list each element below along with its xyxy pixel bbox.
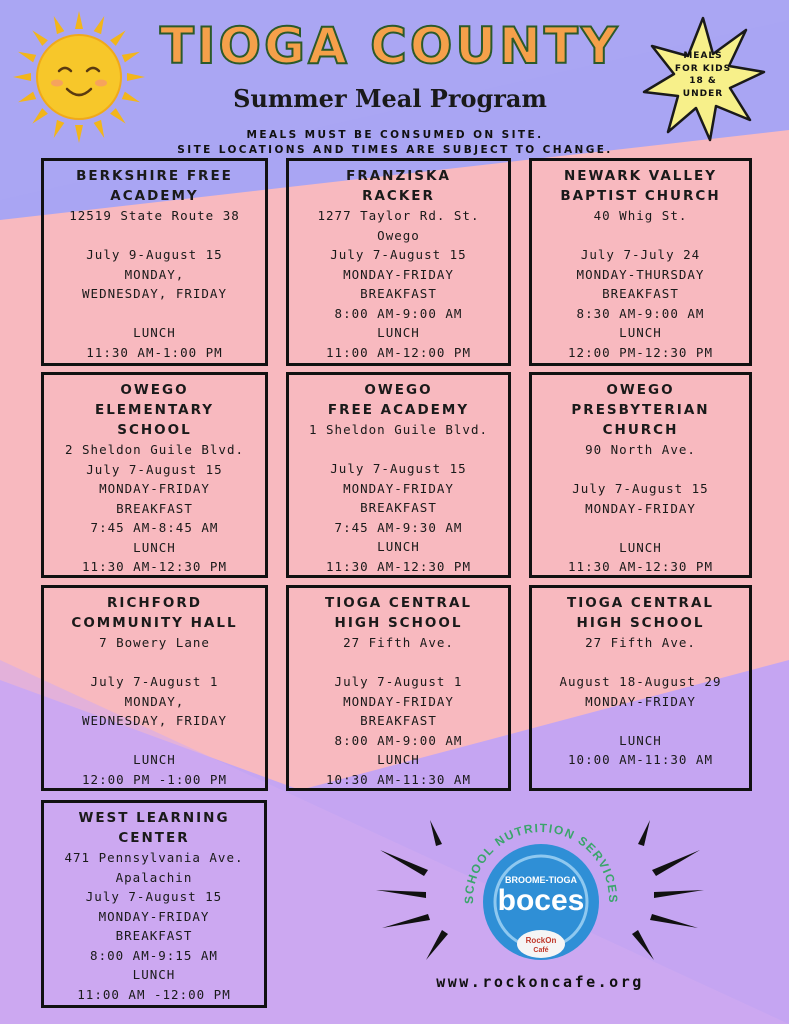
site-card-richford-community-hall: [41, 585, 268, 791]
site-address: 7 Bowery Lane: [99, 635, 210, 650]
site-line: [532, 226, 749, 246]
meal-label: LUNCH: [619, 325, 662, 340]
meal-time: 7:45 AM-8:45 AM: [90, 520, 219, 535]
site-name: FRANZISKA: [346, 168, 451, 184]
site-address: 27 Fifth Ave.: [343, 635, 454, 650]
meal-time: 11:30 AM-12:30 PM: [326, 558, 471, 574]
site-name: ELEMENTARY: [94, 402, 215, 418]
site-line: [44, 731, 265, 751]
site-name: TIOGA CENTRAL: [566, 595, 715, 611]
meal-label: BREAKFAST: [602, 286, 679, 301]
page-title: TIOGA COUNTY: [159, 17, 621, 75]
meal-label: LUNCH: [132, 967, 176, 982]
site-name: HIGH SCHOOL: [576, 615, 705, 631]
site-card-west-learning-center: [41, 800, 267, 1008]
meal-label: LUNCH: [133, 539, 176, 555]
site-name: CHURCH: [602, 422, 679, 438]
meal-label: BREAKFAST: [360, 286, 437, 301]
site-address: Owego: [377, 227, 420, 243]
site-dates: July 7-August 15: [330, 247, 467, 262]
site-line: [532, 711, 749, 731]
site-name: ACADEMY: [110, 188, 199, 204]
site-address: 12519 State Route 38: [69, 208, 240, 223]
notice-line: MEALS MUST BE CONSUMED ON SITE.: [246, 129, 544, 141]
site-line: [532, 518, 749, 538]
meal-time: 11:30 AM-12:30 PM: [568, 559, 713, 574]
meal-label: LUNCH: [377, 752, 420, 767]
site-dates: July 7-August 1: [334, 674, 463, 689]
badge-line: 18 &: [689, 76, 717, 86]
site-address: 1 Sheldon Guile Blvd.: [308, 422, 489, 437]
meal-time: 12:00 PM-12:30 PM: [568, 344, 713, 360]
logo-org-line: BROOME-TIOGA: [505, 875, 577, 885]
site-name: SCHOOL: [117, 422, 192, 438]
site-dates: August 18-August 29: [559, 674, 722, 689]
site-days: MONDAY-FRIDAY: [99, 481, 210, 496]
site-address: 40 Whig St.: [593, 208, 688, 223]
site-days: MONDAY,: [124, 693, 185, 709]
site-line: [532, 653, 749, 673]
notice-text: [120, 128, 670, 158]
site-name: BAPTIST CHURCH: [560, 188, 721, 204]
site-days: MONDAY-FRIDAY: [585, 693, 696, 709]
logo-org-name: boces: [497, 884, 585, 917]
site-name: TIOGA CENTRAL: [324, 595, 473, 611]
site-address: 90 North Ave.: [585, 442, 696, 457]
site-name: NEWARK VALLEY: [564, 168, 717, 184]
site-line: [289, 440, 508, 460]
notice-line: SITE LOCATIONS AND TIMES ARE SUBJECT TO CHANGE.: [177, 144, 613, 156]
meal-label: LUNCH: [133, 752, 176, 767]
site-card-owego-presbyterian-church: [529, 372, 752, 578]
meal-label: BREAKFAST: [115, 928, 193, 943]
site-line: [532, 460, 749, 480]
meal-label: BREAKFAST: [360, 500, 437, 515]
meal-time: 8:00 AM-9:00 AM: [334, 732, 463, 748]
meal-time: 12:00 PM -1:00 PM: [82, 771, 227, 787]
site-days: MONDAY-FRIDAY: [343, 480, 454, 496]
site-card-owego-free-academy: [286, 372, 511, 578]
site-name: BERKSHIRE FREE: [76, 168, 233, 184]
site-line: [44, 226, 265, 246]
site-days: MONDAY-FRIDAY: [343, 693, 454, 709]
boces-logo-icon: [370, 810, 710, 970]
site-name: RICHFORD: [107, 595, 202, 611]
meal-time: 8:00 AM-9:00 AM: [334, 305, 463, 321]
meal-time: 8:30 AM-9:00 AM: [576, 305, 705, 321]
site-name: HIGH SCHOOL: [334, 615, 463, 631]
site-name: WEST LEARNING: [78, 810, 230, 826]
site-card-newark-valley-baptist-church: [529, 158, 752, 366]
badge-line: UNDER: [682, 88, 724, 99]
site-name: OWEGO: [364, 382, 433, 398]
site-address: 471 Pennsylvania Ave.: [64, 850, 244, 865]
site-dates: July 7-August 15: [85, 889, 223, 904]
meal-time: 11:00 AM -12:00 PM: [77, 986, 231, 1002]
site-line: [289, 653, 508, 673]
meal-time: 8:00 AM-9:15 AM: [90, 947, 218, 963]
site-name: CENTER: [118, 830, 190, 846]
site-address: Apalachin: [115, 869, 193, 885]
logo-arc-text: SCHOOL NUTRITION SERVICES: [461, 820, 621, 905]
site-address: 1277 Taylor Rd. St.: [317, 208, 480, 223]
meal-time: 11:30 AM-12:30 PM: [82, 559, 227, 574]
site-name: COMMUNITY HALL: [71, 615, 238, 631]
site-line: [44, 304, 265, 324]
badge-line: FOR KIDS: [674, 63, 732, 74]
badge-line: MEALS: [683, 51, 723, 61]
meal-label: LUNCH: [133, 325, 176, 340]
sun-icon: [8, 6, 150, 148]
site-address: 2 Sheldon Guile Blvd.: [64, 442, 245, 457]
site-dates: July 7-August 1: [90, 674, 219, 689]
site-days: MONDAY,: [124, 266, 185, 282]
meal-label: LUNCH: [619, 539, 662, 555]
site-name: OWEGO: [120, 382, 189, 398]
meal-label: LUNCH: [377, 325, 420, 340]
meal-time: 10:30 AM-11:30 AM: [326, 771, 471, 787]
site-days: MONDAY-THURSDAY: [576, 266, 705, 282]
site-card-berkshire-free-academy: [41, 158, 268, 366]
site-dates: July 7-August 15: [572, 481, 709, 496]
site-card-owego-elementary-school: [41, 372, 268, 578]
site-card-tioga-central-high-school-2: [529, 585, 752, 791]
site-name: OWEGO: [606, 382, 675, 398]
site-days: MONDAY-FRIDAY: [98, 908, 210, 924]
site-name: PRESBYTERIAN: [571, 402, 710, 418]
meal-label: BREAKFAST: [360, 713, 437, 728]
site-dates: July 9-August 15: [86, 247, 223, 262]
site-days: WEDNESDAY, FRIDAY: [82, 713, 227, 728]
site-card-franziska-racker: [286, 158, 511, 366]
site-name: FREE ACADEMY: [327, 402, 470, 418]
meal-label: BREAKFAST: [116, 500, 193, 516]
logo-cafe-line: Café: [533, 947, 549, 954]
site-address: 27 Fifth Ave.: [585, 635, 696, 650]
logo-cafe-line: RockOn: [525, 936, 557, 945]
meal-label: LUNCH: [377, 539, 420, 554]
site-card-tioga-central-high-school-1: [286, 585, 511, 791]
meal-time: 11:30 AM-1:00 PM: [86, 344, 223, 360]
page-subtitle: Summer Meal Program: [233, 84, 547, 113]
site-line: [44, 653, 265, 673]
meal-time: 10:00 AM-11:30 AM: [568, 752, 713, 767]
site-name: RACKER: [362, 188, 435, 204]
site-days: MONDAY-FRIDAY: [343, 266, 454, 282]
site-dates: July 7-August 15: [86, 461, 223, 477]
site-dates: July 7-July 24: [580, 247, 701, 262]
meal-label: LUNCH: [619, 732, 662, 748]
meal-time: 7:45 AM-9:30 AM: [334, 519, 463, 535]
site-dates: July 7-August 15: [330, 461, 467, 476]
badge-text: [672, 50, 734, 100]
website-url: www.rockoncafe.org: [436, 973, 644, 991]
site-days: WEDNESDAY, FRIDAY: [82, 286, 227, 301]
meal-time: 11:00 AM-12:00 PM: [326, 344, 471, 360]
site-days: MONDAY-FRIDAY: [585, 500, 696, 516]
